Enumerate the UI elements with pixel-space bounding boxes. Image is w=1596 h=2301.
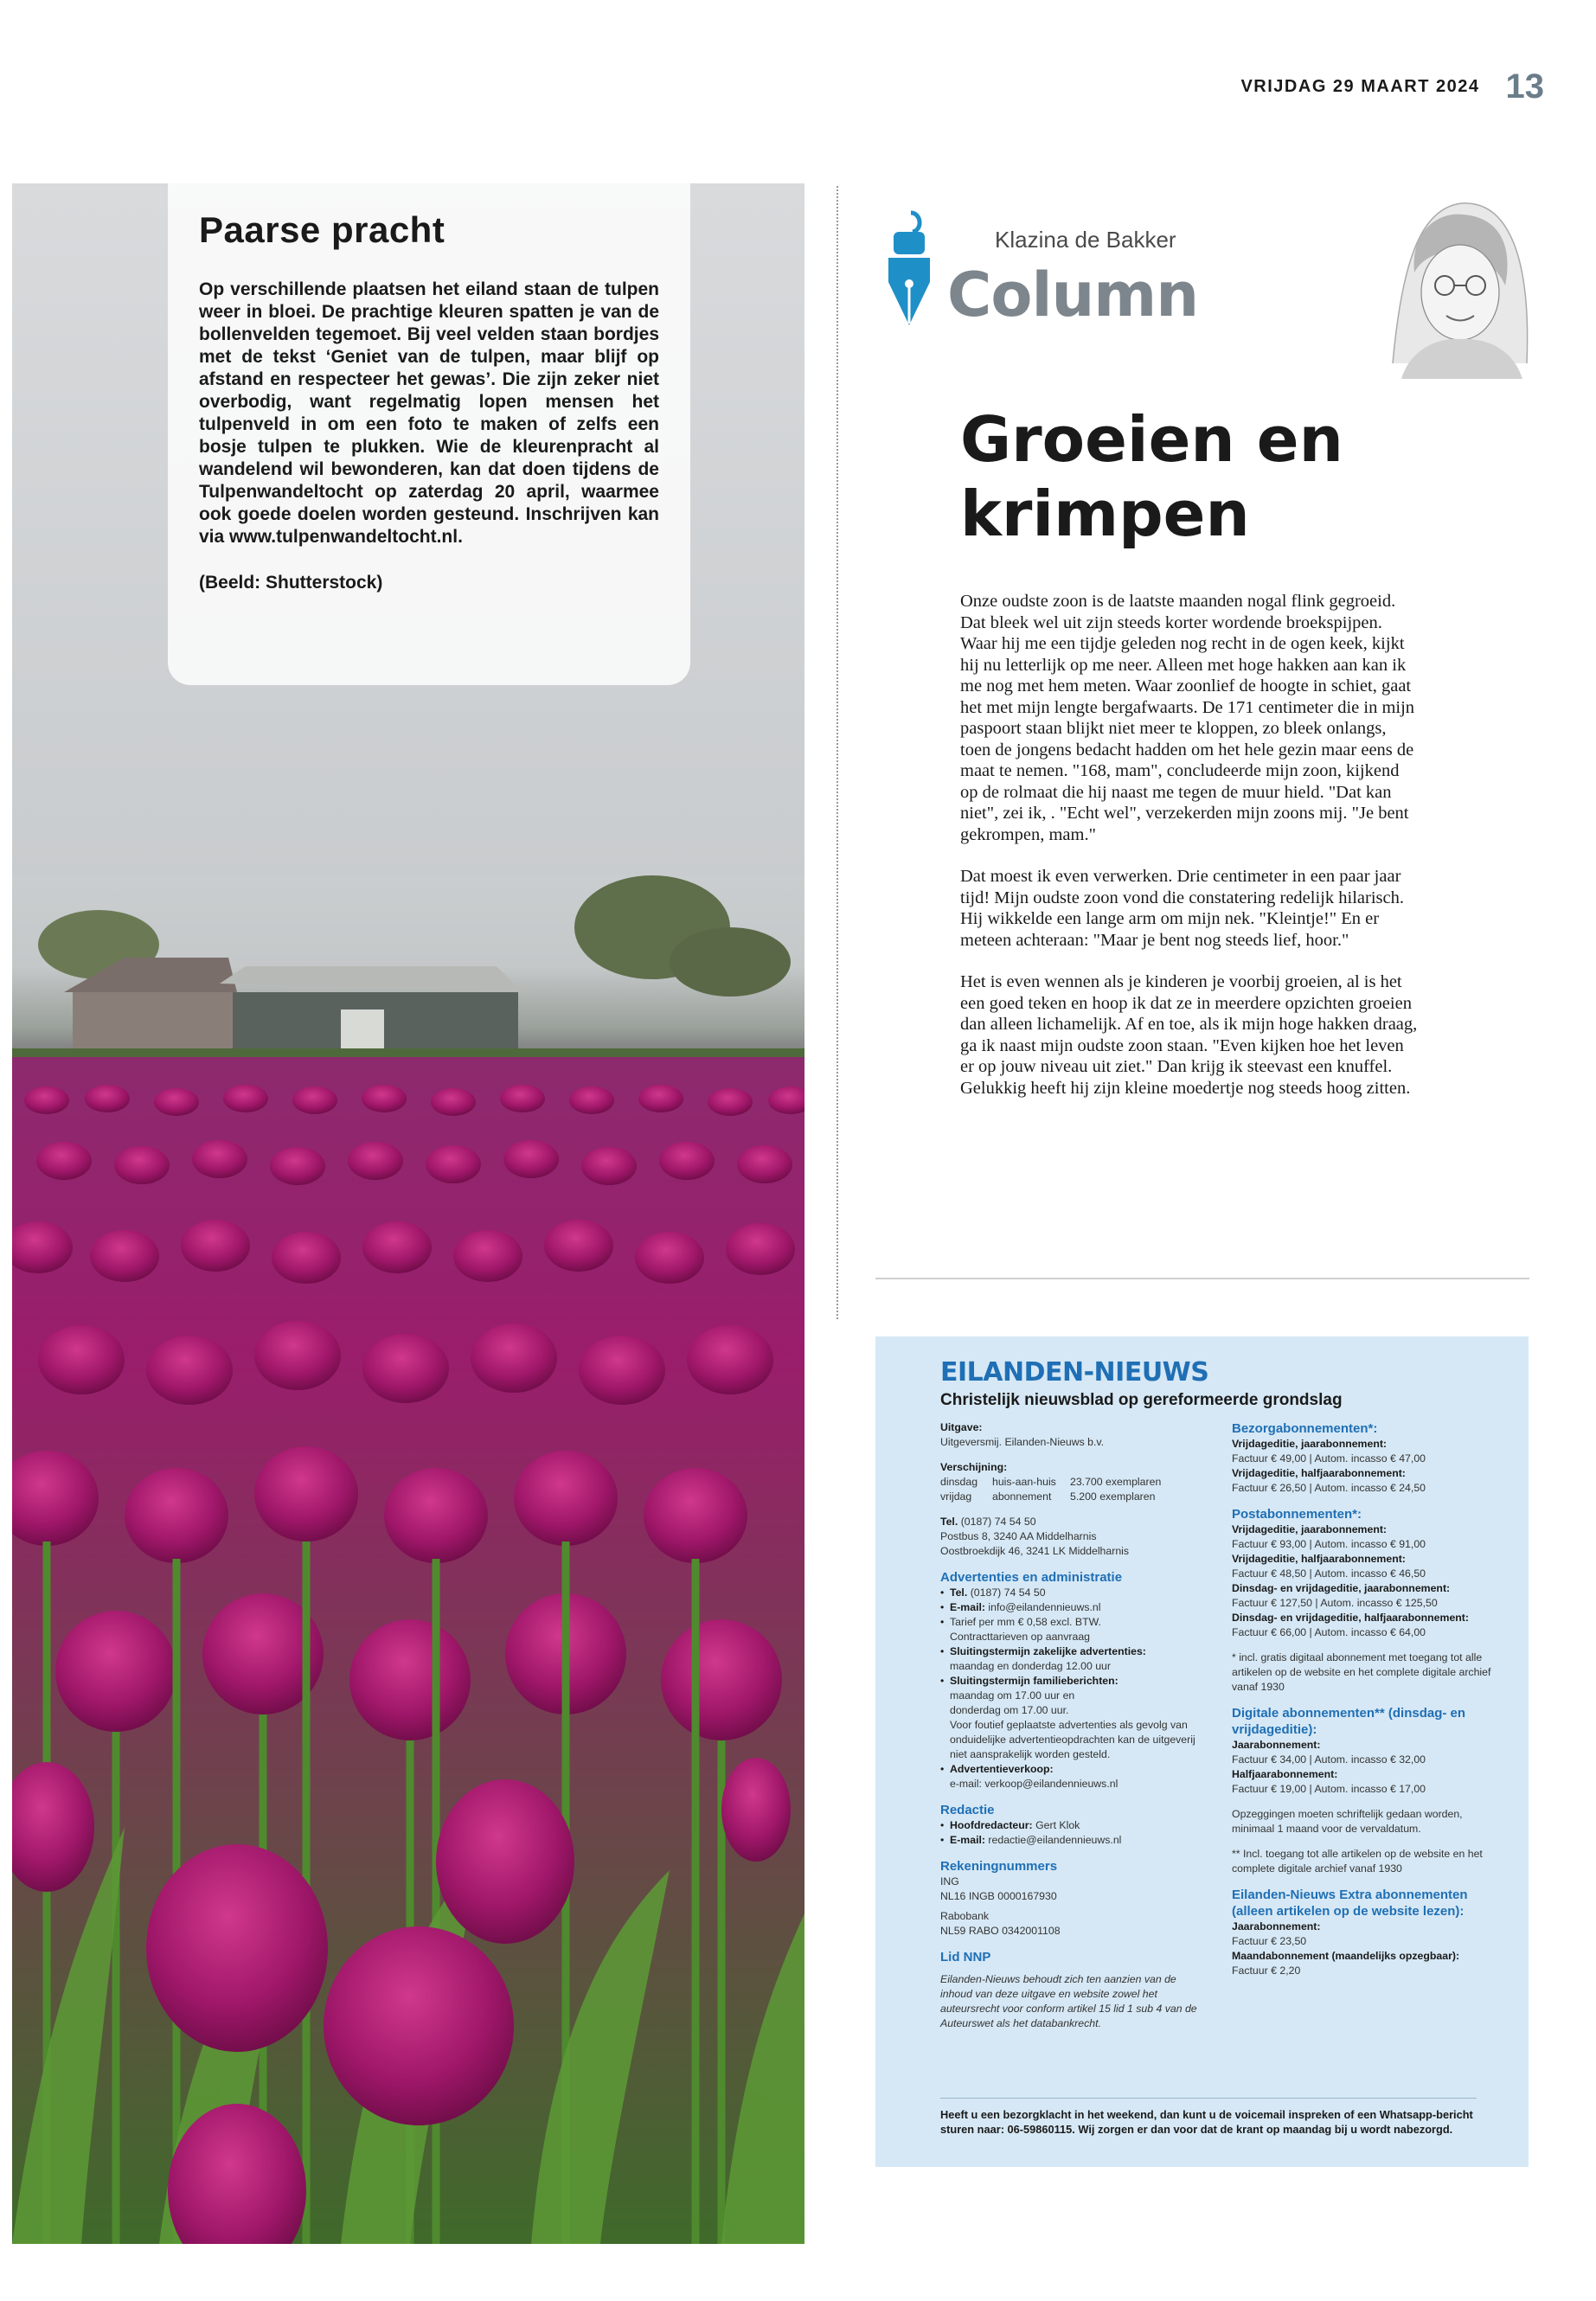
- caption-title: Paarse pracht: [199, 209, 445, 250]
- rekening-heading: Rekeningnummers: [940, 1859, 1058, 1874]
- bezorg-heading: Bezorgabonnementen*:: [1232, 1421, 1378, 1436]
- colophon-left-column: Uitgave: Uitgeversmij. Eilanden-Nieuws b.v. Verschijning: dinsdag huis-aan-huis 23.700 exemplaren vrijdag abonnement 5.200 exemplaren Tel. (0187) 74 54 50 Postbus 8, 3240 AA Middelharnis Oostbroekdijk 46, 3241 LK Middelharnis Advertenties en administratie • Tel. (0187) 74 54 50 • E-mail: info@eilandennieuws.nl • Tarief per mm € 0,58 excl. BTW. Contracttarieven op aanvraag • Sluitingstermijn zakelijke advertenties: maandag en donderdag 12.00 uur • Sluitingstermijn familieberichten: maandag om 17.00 uur en donderdag om 17.00 uur. Voor foutief geplaatste advertenties als gevolg van onduidelijke advertentieopdrachten kan de uitgeverij niet aansprakelijk worden gesteld. • Advertentieverkoop: e-mail: verkoop@eilandennieuws.nl Redactie • Hoofdredacteur: Gert Klok • E-mail: redactie@eilandennieuws.nl Rekeningnummers ING NL16 INGB 0000167930 Rabobank NL59 RABO 0342001108 Lid NNP Eilanden-Nieuws behoudt zich ten aanzien van de inhoud van deze uitgave en website zowel het auteursrecht voor conform artikel 15 lid 1 sub 4 van de Auteurswet als het databankrecht.: [940, 1420, 1206, 2031]
- article-paragraph: Dat moest ik even verwerken. Drie centimeter in een paar jaar tijd! Mijn oudste zoon vond die constatering redelijk hilarisch. Hij wikkelde een lange arm om mijn nek. "Kleintje!" En er meteen achteraan: "Maar je bent nog steeds lief, hoor.": [960, 867, 1404, 950]
- address: Oostbroekdijk 46, 3241 LK Middelharnis: [940, 1545, 1130, 1557]
- postbus: Postbus 8, 3240 AA Middelharnis: [940, 1530, 1097, 1542]
- colophon-right-column: Bezorgabonnementen*: Vrijdageditie, jaarabonnement: Factuur € 49,00 | Autom. incasso € 47,00 Vrijdageditie, halfjaarabonnement: Factuur € 26,50 | Autom. incasso € 24,50 Postabonnementen*: Vrijdageditie, jaarabonnement: Factuur € 93,00 | Autom. incasso € 91,00 Vrijdageditie, halfjaarabonnement: Factuur € 48,50 | Autom. incasso € 46,50 Dinsdag- en vrijdageditie, jaarabonnement: Factuur € 127,50 | Autom. incasso € 125,50 Dinsdag- en vrijdageditie, halfjaarabonnement: Factuur € 66,00 | Autom. incasso € 64,00 * incl. gratis digitaal abonnement met toegang tot alle artikelen op de website en het complete digitale archief vanaf 1930 Digitale abonnementen** (dinsdag- en vrijdageditie): Jaarabonnement: Factuur € 34,00 | Autom. incasso € 32,00 Halfjaarabonnement: Factuur € 19,00 | Autom. incasso € 17,00 Opzeggingen moeten schriftelijk gedaan worden, minimaal 1 maand voor de vervaldatum. ** Incl. toegang tot alle artikelen op de website en het complete digitale archief vanaf 1930 Eilanden-Nieuws Extra abonnementen (alleen artikelen op de website lezen): Jaarabonnement: Factuur € 23,50 Maandabonnement (maandelijks opzegbaar): Factuur € 2,20: [1232, 1420, 1497, 2031]
- column-label: Column: [947, 260, 1199, 330]
- tulip-photo: [12, 183, 804, 2244]
- column-article: [960, 591, 1419, 1119]
- opzegging-note: Opzeggingen moeten schriftelijk gedaan worden, minimaal 1 maand voor de vervaldatum.: [1232, 1808, 1463, 1835]
- verschijning-label: Verschijning:: [940, 1461, 1008, 1473]
- verschijning-row: dinsdag huis-aan-huis 23.700 exemplaren: [940, 1476, 1162, 1488]
- digitaal-heading: Digitale abonnementen** (dinsdag- en vrijdageditie):: [1232, 1706, 1466, 1737]
- uitgave-value: Uitgeversmij. Eilanden-Nieuws b.v.: [940, 1436, 1105, 1448]
- page-header: [1240, 67, 1544, 106]
- advertenties-heading: Advertenties en administratie: [940, 1570, 1123, 1585]
- column-divider: [836, 186, 838, 1319]
- redactie-email-link[interactable]: redactie@eilandennieuws.nl: [988, 1834, 1122, 1846]
- footnote-1: * incl. gratis digitaal abonnement met toegang tot alle artikelen op de website en het complete digitale archief vanaf 1930: [1232, 1651, 1491, 1693]
- colophon-tagline: Christelijk nieuwsblad op gereformeerde grondslag: [940, 1391, 1343, 1409]
- author-portrait: [1367, 190, 1544, 379]
- caption-body: Op verschillende plaatsen het eiland staan de tulpen weer in bloei. De prachtige kleuren spatten je van de bollenvelden tegemoet. Bij veel velden staan bordjes met de tekst ‘Geniet van de tulpen, maar blijf op afstand en respecteer het gewas’. Die zijn zeker niet overbodig, want regelmatig lopen mensen het tulpenveld in om een foto te maken of zelfs een bosje tulpen te plukken. Wie de kleurenpracht al wandelend wil bewonderen, kan dat doen tijdens de Tulpenwandeltocht op zaterdag 20 april, waarmee ook goede doelen worden gesteund. Inschrijven kan via www.tulpenwandeltocht.nl.: [199, 279, 659, 547]
- photo-credit: (Beeld: Shutterstock): [199, 573, 383, 593]
- article-paragraph: Het is even wennen als je kinderen je voorbij groeien, al is het een goed teken en hoop ik dat ze in meerdere opzichten groeien dan alleen lichamelijk. Af en toe, als ik mijn hoge hakken draag, ga ik naast mijn oudste zoon staan. "Even kijken hoe het leven er op jouw niveau uit ziet." Dan krijg ik steevast een knuffel. Gelukkig heeft hij zijn kleine moedertje nog steeds hoog zitten.: [960, 972, 1418, 1098]
- photo-caption-box: [168, 183, 690, 685]
- verkoop-email[interactable]: e-mail: verkoop@eilandennieuws.nl: [950, 1778, 1118, 1790]
- rights-notice: Eilanden-Nieuws behoudt zich ten aanzien van de inhoud van deze uitgave en website zowel het auteursrecht voor conform artikel 15 lid 1 sub 4 van de Auteurswet als het databankrecht.: [940, 1973, 1197, 2029]
- page-date: VRIJDAG 29 MAART 2024: [1240, 77, 1480, 96]
- eilanden-nieuws-logo: EILANDEN-NIEUWS: [940, 1357, 1209, 1388]
- phone-line: Tel. (0187) 74 54 50: [940, 1516, 1036, 1528]
- redactie-heading: Redactie: [940, 1803, 995, 1817]
- colophon-box: [875, 1336, 1529, 2167]
- page-number: 13: [1505, 67, 1544, 106]
- column-author: Klazina de Bakker: [995, 227, 1176, 253]
- article-paragraph: Onze oudste zoon is de laatste maanden nogal flink gegroeid. Dat bleek wel uit zijn steeds korter wordende broekspijpen. Waar hij me een tijdje geleden nog recht in de ogen keek, kijkt hij nu letterlijk op me neer. Alleen met hoge hakken aan kan ik me nog met hem meten. Waar zoonlief de hoogte in schiet, gaat het met mijn lengte bergafwaarts. De 171 centimeter die in mijn paspoort staan blijkt niet meer te kloppen, zo bleek onlangs, toen de jongens bedacht hadden om het hele gezin maar eens de maat te nemen. "168, mam", concludeerde mijn zoon, kijkend op de rolmaat die hij naast me tegen de muur hield. "Dat kan niet", zei ik, . "Echt wel", verzekerden mijn zoons mij. "Je bent gekrompen, mam.": [960, 592, 1415, 844]
- uitgave-label: Uitgave:: [940, 1421, 983, 1433]
- post-heading: Postabonnementen*:: [1232, 1507, 1362, 1522]
- column-headline: Groeien en krimpen: [960, 403, 1343, 550]
- nnp-heading: Lid NNP: [940, 1950, 991, 1965]
- section-rule: [875, 1278, 1529, 1279]
- verschijning-row: vrijdag abonnement 5.200 exemplaren: [940, 1490, 1156, 1503]
- footnote-2: ** Incl. toegang tot alle artikelen op de website en het complete digitale archief vanaf 1930: [1232, 1848, 1483, 1875]
- extra-heading: Eilanden-Nieuws Extra abonnementen (alleen artikelen op de website lezen):: [1232, 1888, 1468, 1919]
- bezorgklacht-footer: Heeft u een bezorgklacht in het weekend, dan kunt u de voicemail inspreken of een Whatsapp-bericht sturen naar: 06-59860115. Wij zorgen er dan voor dat de krant op maandag bij u wordt nabezorgd.: [940, 2098, 1477, 2137]
- pen-nib-icon: [878, 204, 939, 343]
- adv-email-link[interactable]: info@eilandennieuws.nl: [988, 1601, 1101, 1613]
